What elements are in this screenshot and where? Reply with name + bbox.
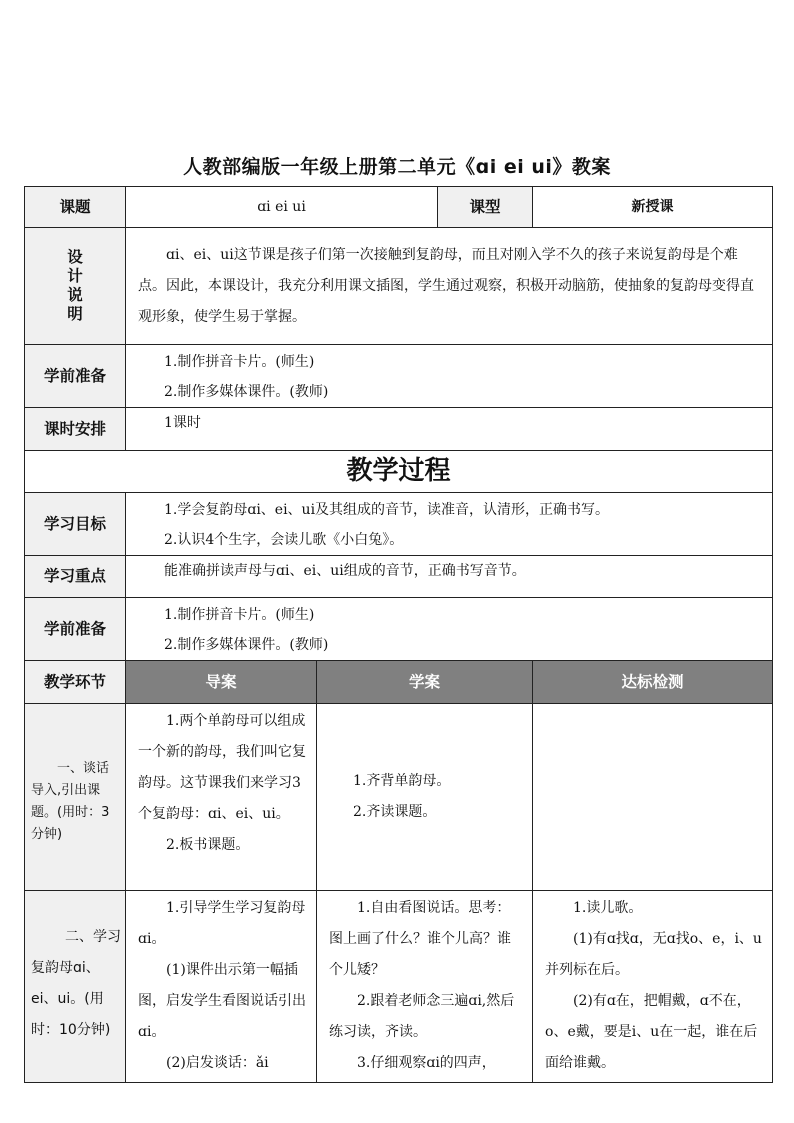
prep2-line-1: 1.制作拼音卡片。(师生)	[164, 606, 315, 623]
stage2-check-1: 1.读儿歌。	[573, 900, 643, 916]
stage2-label: 二、学习复韵母ɑi、ei、ui。(用时：10分钟)	[25, 891, 126, 1083]
design-label: 设计说明	[25, 228, 126, 345]
type-label: 课型	[438, 187, 533, 228]
stage2-study-3: 3.仔细观察ɑi的四声，	[357, 1055, 496, 1071]
design-text: ɑi、ei、ui这节课是孩子们第一次接触到复韵母，而且对刚入学不久的孩子来说复韵母是个难点。因此，本课设计，我充分利用课文插图，学生通过观察，积极开动脑筋，使抽象的复韵母变得直观形象，使学生易于掌握。	[126, 228, 773, 345]
stage2-guide-2: (1)课件出示第一幅插图，启发学生看图说话引出ɑi。	[138, 962, 306, 1040]
focus-label: 学习重点	[25, 556, 126, 598]
stage1-study-2: 2.齐读课题。	[353, 804, 437, 820]
topic-label: 课题	[25, 187, 126, 228]
goals-label: 学习目标	[25, 493, 126, 556]
stage2-guide-3: (2)启发谈话：ǎi	[166, 1055, 269, 1071]
stage2-study-2: 2.跟着老师念三遍ɑi,然后练习读，齐读。	[329, 993, 515, 1040]
prep2-line-2: 2.制作多媒体课件。(教师)	[164, 636, 329, 653]
column-check: 达标检测	[533, 661, 773, 704]
stage1-guide-2: 2.板书课题。	[166, 837, 250, 853]
process-heading: 教学过程	[25, 451, 773, 493]
document-title: 人教部编版一年级上册第二单元《ɑi ei ui》教案	[183, 156, 611, 178]
stage2-study-1: 1.自由看图说话。思考：图上画了什么？谁个儿高？谁个儿矮？	[329, 900, 511, 978]
lesson-plan-table	[24, 186, 773, 1083]
prep-label: 学前准备	[25, 345, 126, 408]
stage1-check	[533, 704, 773, 891]
stage2-guide-1: 1.引导学生学习复韵母ɑi。	[138, 900, 306, 947]
prep2-label: 学前准备	[25, 598, 126, 661]
stage2-check-3: (2)有ɑ在，把帽戴，ɑ不在，o、e戴，要是i、u在一起，谁在后面给谁戴。	[545, 993, 758, 1071]
column-study: 学案	[317, 661, 533, 704]
focus-text: 能准确拼读声母与ɑi、ei、ui组成的音节，正确书写音节。	[126, 556, 773, 598]
type-value: 新授课	[533, 187, 773, 228]
stage1-label: 一、谈话导入,引出课题。(用时：3分钟)	[25, 704, 126, 891]
schedule-value: 1课时	[126, 408, 773, 451]
prep-line-1: 1.制作拼音卡片。(师生)	[164, 353, 315, 370]
column-guide: 导案	[126, 661, 317, 704]
stage2-check-2: (1)有ɑ找ɑ，无ɑ找o、e，i、u并列标在后。	[545, 931, 762, 978]
stage1-guide-1: 1.两个单韵母可以组成一个新的韵母，我们叫它复韵母。这节课我们来学习3个复韵母：ɑi、ei、ui。	[138, 713, 306, 822]
topic-value: ɑi ei ui	[126, 187, 438, 228]
prep-line-2: 2.制作多媒体课件。(教师)	[164, 383, 329, 400]
stage1-study-1: 1.齐背单韵母。	[353, 773, 451, 789]
goal-line-1: 1.学会复韵母ɑi、ei、ui及其组成的音节，读准音，认清形，正确书写。	[164, 501, 610, 518]
schedule-label: 课时安排	[25, 408, 126, 451]
goal-line-2: 2.认识4个生字，会读儿歌《小白兔》。	[164, 531, 404, 548]
column-stage: 教学环节	[25, 661, 126, 704]
